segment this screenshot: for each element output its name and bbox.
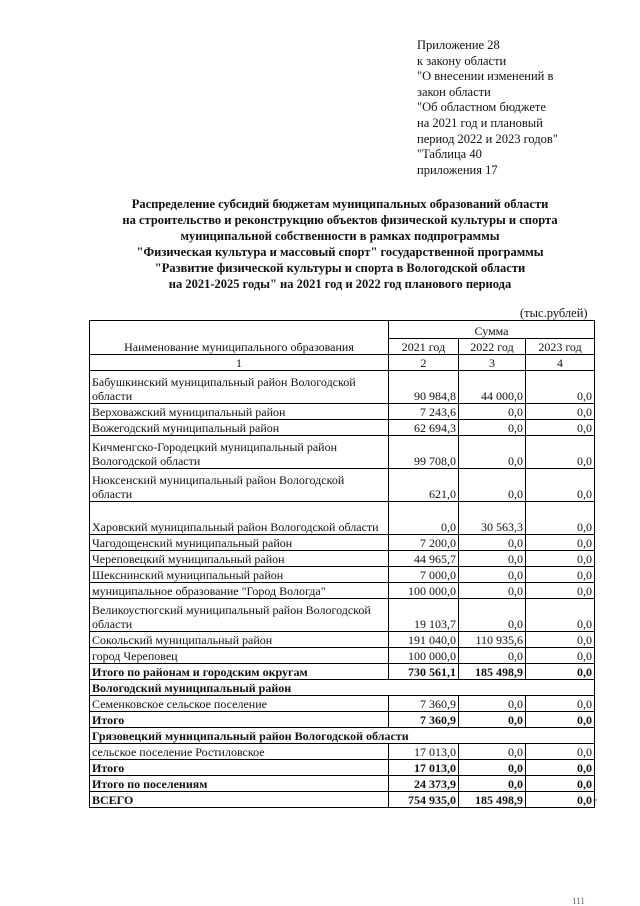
row-name: Харовский муниципальный район Вологодской области (90, 502, 389, 535)
value-2021: 7 200,0 (389, 535, 459, 551)
row-name: Бабушкинский муниципальный район Вологодской области (90, 371, 389, 404)
table-row (90, 599, 595, 632)
value-2022: 0,0 (459, 404, 526, 420)
appendix-line: закон области (417, 84, 491, 99)
value-2021: 19 103,7 (389, 599, 459, 632)
value-2023: 0,0 (526, 502, 595, 535)
title-line: на 2021-2025 годы" на 2021 год и 2022 год планового периода (168, 277, 512, 292)
value-2021: 7 360,9 (389, 696, 459, 712)
row-name: Итого по районам и городским округам (90, 664, 389, 680)
value-2022: 30 563,3 (459, 502, 526, 535)
row-name: Кичменгско-Городецкий муниципальный район Вологодской области (90, 436, 389, 469)
value-2023: 0,0 (526, 664, 595, 680)
appendix-line: "Об областном бюджете (417, 100, 546, 115)
value-2023: 0,0 (526, 712, 595, 728)
value-2021: 17 013,0 (389, 744, 459, 760)
row-name: Семенковское сельское поселение (90, 696, 389, 712)
row-name: Великоустюгский муниципальный район Вологодской области (90, 599, 389, 632)
value-2022: 0,0 (459, 469, 526, 502)
appendix-line: "О внесении изменений в (417, 69, 554, 84)
row-name: Итого (90, 760, 389, 776)
value-2021: 191 040,0 (389, 632, 459, 648)
header-year-2022: 2022 год (459, 339, 526, 355)
subtotal-row (90, 776, 595, 792)
appendix-line: к закону области (417, 53, 507, 68)
value-2022: 0,0 (459, 551, 526, 567)
value-2022: 185 498,9 (459, 792, 526, 808)
value-2022: 0,0 (459, 583, 526, 599)
group-name: Вологодский муниципальный район (90, 680, 595, 696)
value-2021: 730 561,1 (389, 664, 459, 680)
units-label: (тыс.рублей) (520, 306, 588, 320)
table-row (90, 744, 595, 760)
row-name: сельское поселение Ростиловское (90, 744, 389, 760)
appendix-line: "Таблица 40 (417, 147, 482, 162)
row-name: Верховажский муниципальный район (90, 404, 389, 420)
subtotal-row (90, 664, 595, 680)
header-sum: Сумма (389, 321, 595, 339)
table-row (90, 502, 595, 535)
grand-total-row (90, 792, 595, 808)
value-2023: 0,0 (526, 404, 595, 420)
table-row (90, 583, 595, 599)
value-2022: 44 000,0 (459, 371, 526, 404)
value-2022: 0,0 (459, 599, 526, 632)
row-name: Чагодощенский муниципальный район (90, 535, 389, 551)
value-2022: 0,0 (459, 535, 526, 551)
value-2021: 0,0 (389, 502, 459, 535)
header-year-2023: 2023 год (526, 339, 595, 355)
value-2023: 0,0 (526, 551, 595, 567)
value-2023: 0,0 (526, 436, 595, 469)
page-mark: 111 (572, 896, 585, 906)
value-2021: 99 708,0 (389, 436, 459, 469)
value-2023: 0,0 (526, 420, 595, 436)
value-2022: 110 935,6 (459, 632, 526, 648)
row-name: Нюксенский муниципальный район Вологодской области (90, 469, 389, 502)
value-2021: 100 000,0 (389, 648, 459, 664)
row-name: муниципальное образование "Город Вологда" (90, 583, 389, 599)
table-row (90, 420, 595, 436)
table-row (90, 696, 595, 712)
row-name: Шекснинский муниципальный район (90, 567, 389, 583)
value-2023: 0,0 (526, 760, 595, 776)
appendix-note (417, 38, 627, 178)
header-year-2021: 2021 год (389, 339, 459, 355)
group-header-row (90, 728, 595, 744)
value-2021: 62 694,3 (389, 420, 459, 436)
value-2023: 0,0 (526, 776, 595, 792)
table-row (90, 371, 595, 404)
header-colnum: 4 (526, 355, 595, 371)
value-2023: 0,0 (526, 792, 595, 808)
appendix-line: период 2022 и 2023 годов" (417, 131, 558, 146)
table-row (90, 404, 595, 420)
title-line: на строительство и реконструкцию объектов физической культуры и спорта (122, 213, 558, 228)
header-name: Наименование муниципального образования (90, 321, 389, 355)
value-2021: 24 373,9 (389, 776, 459, 792)
value-2022: 0,0 (459, 776, 526, 792)
value-2023: 0,0 (526, 599, 595, 632)
value-2023: 0,0 (526, 371, 595, 404)
table-row (90, 567, 595, 583)
subtotal-row (90, 712, 595, 728)
value-2021: 100 000,0 (389, 583, 459, 599)
row-name: Сокольский муниципальный район (90, 632, 389, 648)
header-colnum: 3 (459, 355, 526, 371)
value-2022: 0,0 (459, 760, 526, 776)
value-2021: 44 965,7 (389, 551, 459, 567)
appendix-line: приложения 17 (417, 162, 498, 177)
row-name: Череповецкий муниципальный район (90, 551, 389, 567)
value-2023: 0,0 (526, 648, 595, 664)
subtotal-row (90, 760, 595, 776)
title-line: "Физическая культура и массовый спорт" государственной программы (136, 245, 544, 260)
group-header-row (90, 680, 595, 696)
value-2023: 0,0 (526, 744, 595, 760)
appendix-line: Приложение 28 (417, 38, 500, 52)
value-2021: 17 013,0 (389, 760, 459, 776)
value-2023: 0,0 (526, 696, 595, 712)
subsidy-table (89, 320, 598, 809)
table-row (90, 551, 595, 567)
value-2022: 0,0 (459, 567, 526, 583)
value-2021: 7 000,0 (389, 567, 459, 583)
row-name: Итого по поселениям (90, 776, 389, 792)
table-row (90, 632, 595, 648)
value-2023: 0,0 (526, 567, 595, 583)
value-2022: 0,0 (459, 436, 526, 469)
header-colnum: 1 (90, 355, 389, 371)
row-name: Вожегодский муниципальный район (90, 420, 389, 436)
title-line: "Развитие физической культуры и спорта в Вологодской области (154, 261, 526, 276)
title-line: Распределение субсидий бюджетам муниципальных образований области (131, 197, 549, 211)
table-row (90, 535, 595, 551)
row-name: ВСЕГО (90, 792, 389, 808)
value-2022: 185 498,9 (459, 664, 526, 680)
value-2021: 754 935,0 (389, 792, 459, 808)
value-2023: 0,0 (526, 535, 595, 551)
row-name: Итого (90, 712, 389, 728)
table-row (90, 648, 595, 664)
value-2022: 0,0 (459, 744, 526, 760)
title-line: муниципальной собственности в рамках подпрограммы (180, 229, 500, 244)
value-2021: 7 360,9 (389, 712, 459, 728)
value-2023: 0,0 (526, 469, 595, 502)
group-name: Грязовецкий муниципальный район Вологодской области (90, 728, 595, 744)
table-row (90, 469, 595, 502)
closing-quote: " (593, 798, 598, 809)
value-2023: 0,0 (526, 632, 595, 648)
value-2022: 0,0 (459, 420, 526, 436)
row-name: город Череповец (90, 648, 389, 664)
document-title (60, 196, 620, 293)
value-2022: 0,0 (459, 696, 526, 712)
header-colnum: 2 (389, 355, 459, 371)
table-row (90, 436, 595, 469)
value-2021: 7 243,6 (389, 404, 459, 420)
value-2021: 621,0 (389, 469, 459, 502)
value-2022: 0,0 (459, 648, 526, 664)
value-2021: 90 984,8 (389, 371, 459, 404)
value-2022: 0,0 (459, 712, 526, 728)
appendix-line: на 2021 год и плановый (417, 115, 543, 130)
value-2023: 0,0 (526, 583, 595, 599)
